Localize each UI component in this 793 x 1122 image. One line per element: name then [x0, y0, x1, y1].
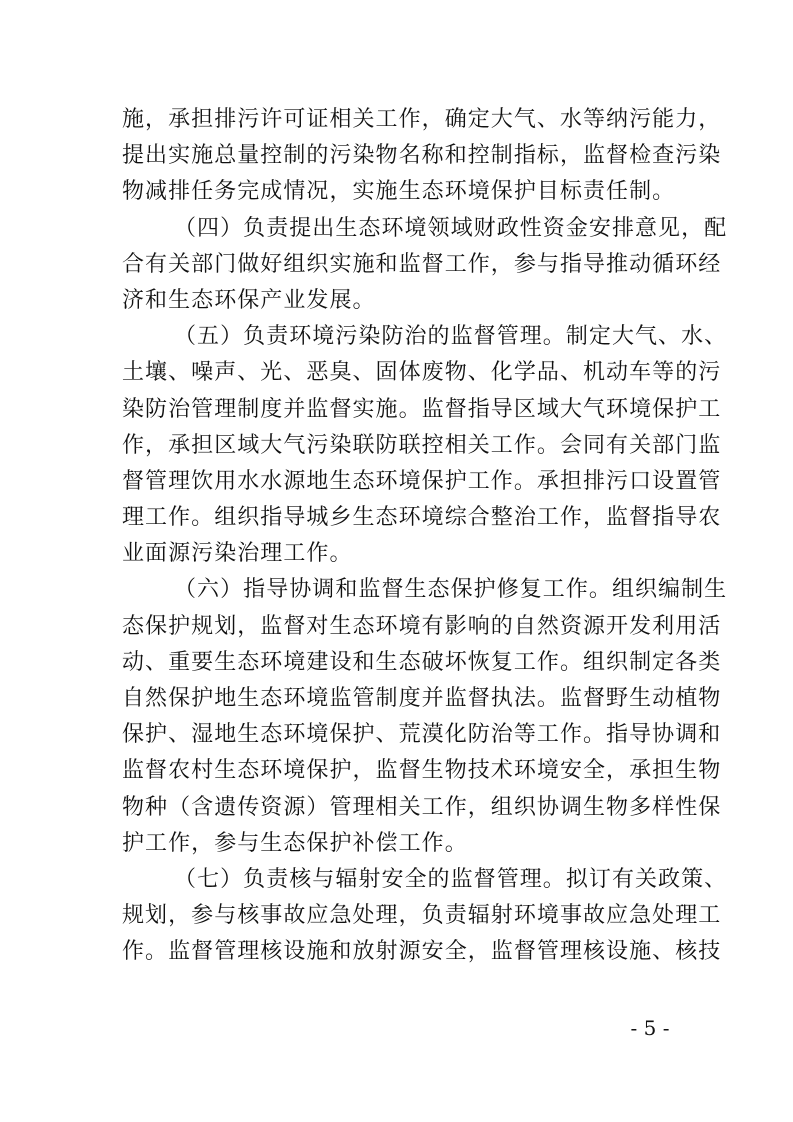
text-line: 理工作。组织指导城乡生态环境综合整治工作，监督指导农	[122, 505, 722, 531]
text-line: 规划，参与核事故应急处理，负责辐射环境事故应急处理工	[122, 903, 722, 929]
document-body	[122, 102, 728, 971]
text-line: 济和生态环保产业发展。	[122, 287, 376, 313]
text-line: 染防治管理制度并监督实施。监督指导区域大气环境保护工	[122, 396, 722, 422]
paragraph-start-line: （四）负责提出生态环境领域财政性资金安排意见，配	[174, 215, 728, 241]
text-line: 护工作，参与生态保护补偿工作。	[122, 830, 468, 856]
text-line: 物种（含遗传资源）管理相关工作，组织协调生物多样性保	[122, 794, 722, 820]
text-line: 施，承担排污许可证相关工作，确定大气、水等纳污能力，	[122, 107, 722, 132]
paragraph-start-line: （七）负责核与辐射安全的监督管理。拟订有关政策、	[174, 866, 728, 892]
text-line: 动、重要生态环境建设和生态破坏恢复工作。组织制定各类	[122, 649, 722, 675]
text-line: 督管理饮用水水源地生态环境保护工作。承担排污口设置管	[122, 468, 722, 494]
text-line: 土壤、噪声、光、恶臭、固体废物、化学品、机动车等的污	[122, 360, 722, 386]
text-line: 监督农村生态环境保护，监督生物技术环境安全，承担生物	[122, 758, 722, 784]
text-line: 物减排任务完成情况，实施生态环境保护目标责任制。	[122, 179, 676, 205]
text-line: 合有关部门做好组织实施和监督工作，参与指导推动循环经	[122, 251, 722, 277]
text-line: 作，承担区域大气污染联防联控相关工作。会同有关部门监	[122, 432, 722, 458]
text-line: 自然保护地生态环境监管制度并监督执法。监督野生动植物	[122, 686, 722, 711]
text-line: 保护、湿地生态环境保护、荒漠化防治等工作。指导协调和	[122, 722, 722, 748]
page-number: - 5 -	[630, 1016, 670, 1040]
paragraph-start-line: （五）负责环境污染防治的监督管理。制定大气、水、	[174, 324, 728, 350]
text-line: 提出实施总量控制的污染物名称和控制指标，监督检查污染	[122, 143, 722, 169]
text-line: 态保护规划，监督对生态环境有影响的自然资源开发利用活	[122, 613, 722, 639]
text-line: 业面源污染治理工作。	[122, 541, 353, 567]
paragraph-start-line: （六）指导协调和监督生态保护修复工作。组织编制生	[174, 577, 728, 603]
text-line: 作。监督管理核设施和放射源安全，监督管理核设施、核技	[122, 939, 722, 965]
